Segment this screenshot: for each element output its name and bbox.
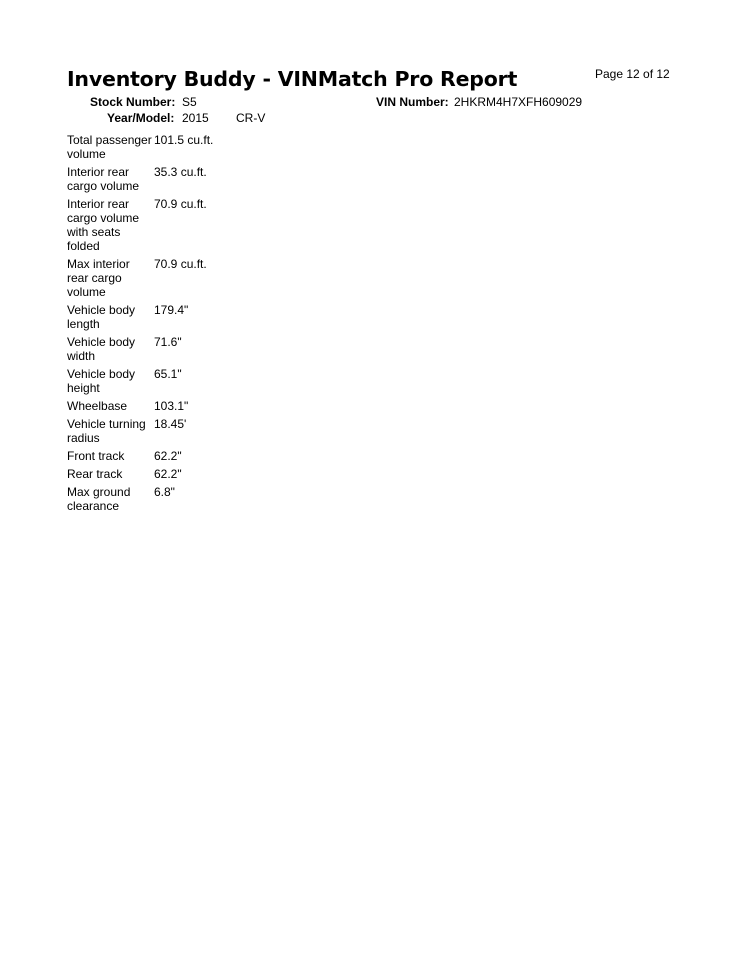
spec-value: 65.1"	[154, 367, 182, 381]
spec-label: Vehicle turning radius	[67, 417, 146, 445]
spec-row	[67, 485, 267, 513]
spec-row	[67, 399, 267, 413]
spec-value: 62.2"	[154, 449, 182, 463]
spec-value: 62.2"	[154, 467, 182, 481]
spec-label: Vehicle body height	[67, 367, 136, 395]
spec-row	[67, 467, 267, 481]
stock-number-value: S5	[182, 95, 197, 109]
spec-value: 179.4"	[154, 303, 189, 317]
page-number: Page 12 of 12	[595, 67, 670, 81]
spec-row	[67, 303, 267, 331]
spec-value: 103.1"	[154, 399, 189, 413]
spec-value: 35.3 cu.ft.	[154, 165, 207, 179]
spec-label: Wheelbase	[67, 399, 128, 413]
year-value: 2015	[182, 111, 209, 125]
spec-label: Total passenger volume	[67, 133, 152, 161]
spec-row	[67, 165, 267, 193]
model-value: CR-V	[236, 111, 266, 125]
spec-row	[67, 335, 267, 363]
spec-value: 71.6"	[154, 335, 182, 349]
spec-label: Vehicle body width	[67, 335, 136, 363]
spec-label: Vehicle body length	[67, 303, 136, 331]
spec-row	[67, 257, 267, 299]
spec-value: 18.45'	[154, 417, 187, 431]
spec-row	[67, 197, 267, 253]
spec-value: 70.9 cu.ft.	[154, 257, 207, 271]
vin-value: 2HKRM4H7XFH609029	[454, 95, 583, 109]
spec-value: 6.8"	[154, 485, 175, 499]
spec-label: Front track	[67, 449, 125, 463]
spec-row	[67, 449, 267, 463]
report-title: Inventory Buddy - VINMatch Pro Report	[67, 67, 518, 91]
spec-row	[67, 367, 267, 395]
spec-value: 101.5 cu.ft.	[154, 133, 214, 147]
spec-value: 70.9 cu.ft.	[154, 197, 207, 211]
spec-label: Max ground clearance	[67, 485, 131, 513]
spec-label: Rear track	[67, 467, 123, 481]
spec-label: Interior rear cargo volume	[67, 165, 140, 193]
stock-number-label: Stock Number:	[90, 95, 176, 109]
spec-row	[67, 417, 267, 445]
year-model-label: Year/Model:	[107, 111, 175, 125]
spec-list	[67, 133, 267, 517]
spec-row	[67, 133, 267, 161]
spec-label: Interior rear cargo volume with seats folded	[67, 197, 140, 253]
spec-label: Max interior rear cargo volume	[67, 257, 130, 299]
vin-label: VIN Number:	[376, 95, 449, 109]
